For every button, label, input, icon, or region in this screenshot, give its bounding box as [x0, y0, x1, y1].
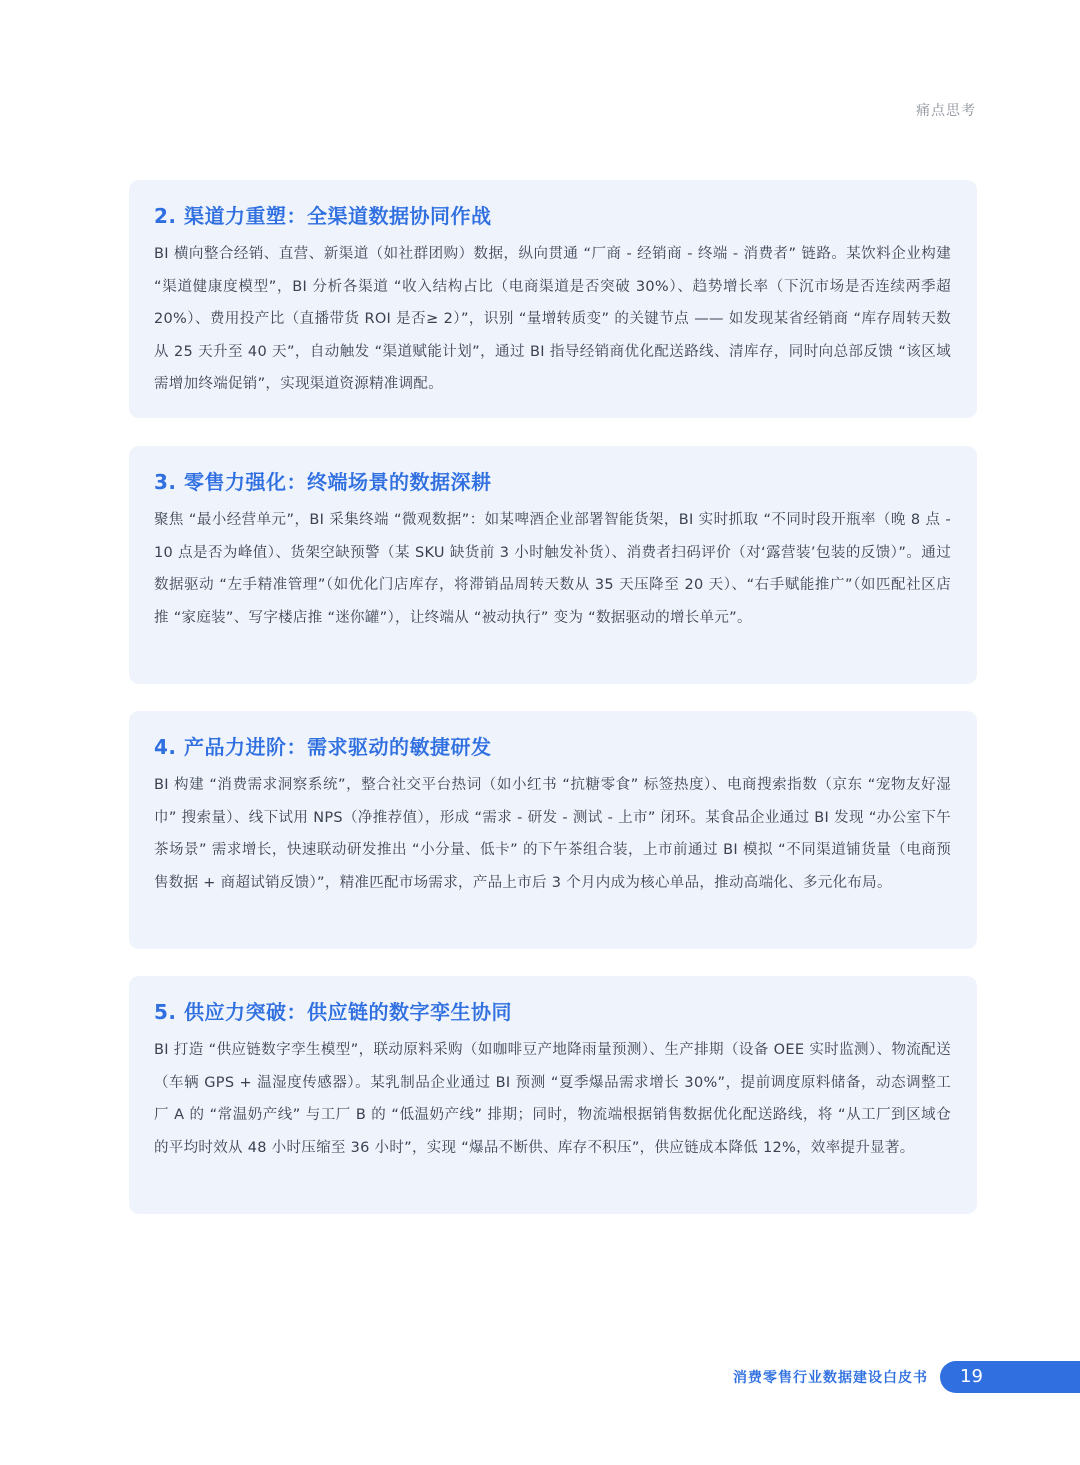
section-card-retail: [129, 446, 977, 684]
section-title: 2. 渠道力重塑：全渠道数据协同作战: [154, 204, 492, 228]
section-title: 3. 零售力强化：终端场景的数据深耕: [154, 470, 492, 494]
section-body: BI 横向整合经销、直营、新渠道（如社群团购）数据，纵向贯通 “厂商 - 经销商 - 终端 - 消费者” 链路。某饮料企业构建 “渠道健康度模型”，BI 分析各渠道 “收入结构占比（电商渠道是否突破 30%）、趋势增长率（下沉市场是否连续两季超 20%）、费用投产比（直播带货 ROI 是否≥ 2）”，识别 “量增转质变” 的关键节点 —— 如发现某省经销商 “库存周转天数从 25 天升至 40 天”，自动触发 “渠道赋能计划”，通过 BI 指导经销商优化配送路线、清库存，同时向总部反馈 “该区域需增加终端促销”，实现渠道资源精准调配。: [154, 246, 951, 393]
page-number-badge: [940, 1361, 1080, 1393]
section-label: 痛点思考: [916, 103, 976, 119]
section-body: BI 打造 “供应链数字孪生模型”，联动原料采购（如咖啡豆产地降雨量预测）、生产排期（设备 OEE 实时监测）、物流配送（车辆 GPS + 温湿度传感器）。某乳制品企业通过 BI 预测 “夏季爆品需求增长 30%”，提前调度原料储备，动态调整工厂 A 的 “常温奶产线” 与工厂 B 的 “低温奶产线” 排期；同时，物流端根据销售数据优化配送路线，将 “从工厂到区域仓的平均时效从 48 小时压缩至 36 小时”，实现 “爆品不断供、库存不积压”，供应链成本降低 12%，效率提升显著。: [154, 1042, 951, 1156]
section-card-product: [129, 711, 977, 949]
section-card-supply: [129, 976, 977, 1214]
section-body: BI 构建 “消费需求洞察系统”，整合社交平台热词（如小红书 “抗糖零食” 标签热度）、电商搜索指数（京东 “宠物友好湿巾” 搜索量）、线下试用 NPS（净推荐值），形成 “需求 - 研发 - 测试 - 上市” 闭环。某食品企业通过 BI 发现 “办公室下午茶场景” 需求增长，快速联动研发推出 “小分量、低卡” 的下午茶组合装，上市前通过 BI 模拟 “不同渠道铺货量（电商预售数据 + 商超试销反馈）”，精准匹配市场需求，产品上市后 3 个月内成为核心单品，推动高端化、多元化布局。: [154, 777, 951, 891]
page-number: 19: [960, 1366, 983, 1387]
footer-book-title: 消费零售行业数据建设白皮书: [733, 1370, 928, 1386]
section-title: 5. 供应力突破：供应链的数字孪生协同: [154, 1000, 512, 1024]
section-card-channel: [129, 180, 977, 418]
section-title: 4. 产品力进阶：需求驱动的敏捷研发: [154, 735, 492, 759]
section-body: 聚焦 “最小经营单元”，BI 采集终端 “微观数据”：如某啤酒企业部署智能货架，BI 实时抓取 “不同时段开瓶率（晚 8 点 - 10 点是否为峰值）、货架空缺预警（某 SKU 缺货前 3 小时触发补货）、消费者扫码评价（对‘露营装’包装的反馈）”。通过数据驱动 “左手精准管理”（如优化门店库存，将滞销品周转天数从 35 天压降至 20 天）、“右手赋能推广”（如匹配社区店推 “家庭装”、写字楼店推 “迷你罐”），让终端从 “被动执行” 变为 “数据驱动的增长单元”。: [154, 512, 951, 626]
